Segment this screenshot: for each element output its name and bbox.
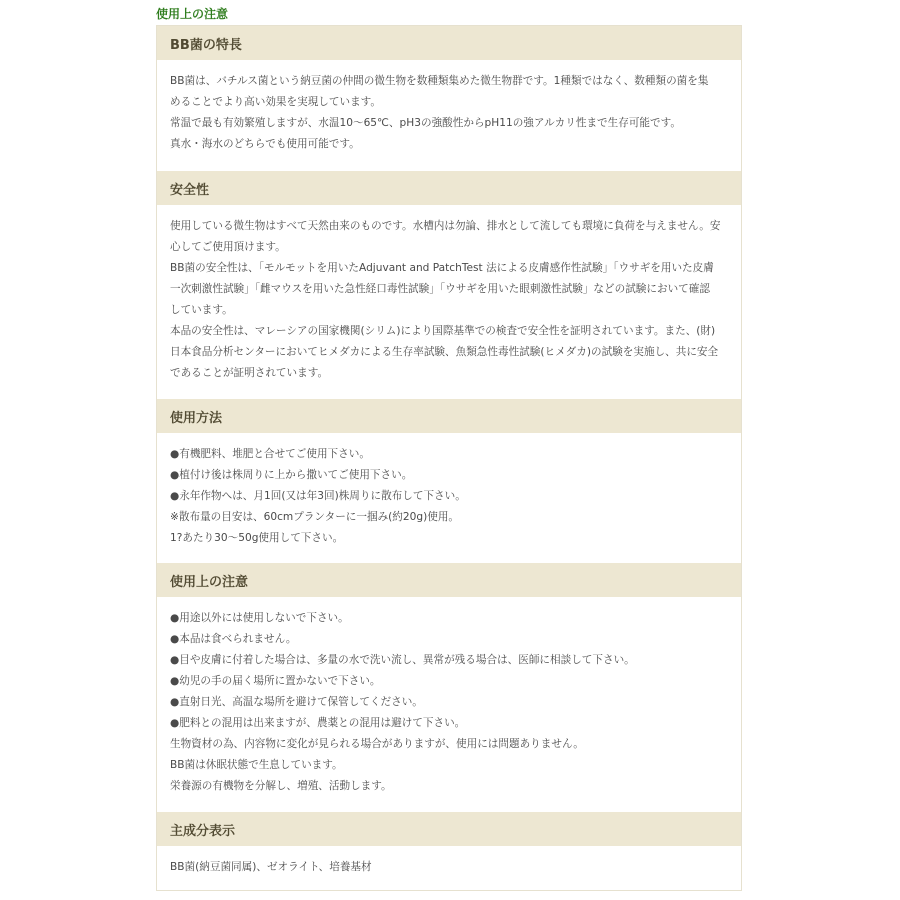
paragraph-line: ●幼児の手の届く場所に置かないで下さい。	[170, 675, 381, 687]
paragraph-line: ●用途以外には使用しないで下さい。	[170, 612, 349, 624]
section-usage	[157, 399, 741, 549]
paragraph-line: 真水・海水のどちらでも使用可能です。	[170, 138, 360, 150]
paragraph-line: 常温で最も有効繁殖しますが、水温10〜65℃、pH3の強酸性からpH11の強アルカリ性まで生存可能です。	[170, 117, 681, 129]
section-body	[157, 597, 741, 797]
section-ingredients	[157, 812, 741, 878]
paragraph-line: 一次刺激性試験」「雌マウスを用いた急性経口毒性試験」「ウサギを用いた眼刺激性試験」などの試験において確認	[170, 283, 710, 295]
paragraph-line: BB菌は、バチルス菌という納豆菌の仲間の微生物を数種類集めた微生物群です。1種類ではなく、数種類の菌を集	[170, 75, 709, 87]
paragraph-line: ●植付け後は株周りに上から撒いてご使用下さい。	[170, 469, 413, 481]
paragraph-line: ●永年作物へは、月1回(又は年3回)株周りに散布して下さい。	[170, 490, 466, 502]
paragraph-line: 生物資材の為、内容物に変化が見られる場合がありますが、使用には問題ありません。	[170, 738, 584, 750]
section-precautions	[157, 563, 741, 797]
paragraph-line: BB菌は休眠状態で生息しています。	[170, 759, 343, 771]
section-header: 使用方法	[157, 399, 741, 433]
section-features	[157, 26, 741, 155]
paragraph-line: ●直射日光、高温な場所を避けて保管してください。	[170, 696, 423, 708]
page-title: 使用上の注意	[156, 7, 229, 21]
section-body	[157, 846, 741, 878]
paragraph-line: ●本品は食べられません。	[170, 633, 297, 645]
section-header: 安全性	[157, 171, 741, 205]
paragraph-line: 1?あたり30〜50g使用して下さい。	[170, 532, 344, 544]
section-header: BB菌の特長	[157, 26, 741, 60]
section-header: 主成分表示	[157, 812, 741, 846]
paragraph-line: BB菌の安全性は、「モルモットを用いたAdjuvant and PatchTest 法による皮膚感作性試験」「ウサギを用いた皮膚	[170, 262, 714, 274]
paragraph-line: 日本食品分析センターにおいてヒメダカによる生存率試験、魚類急性毒性試験(ヒメダカ)の試験を実施し、共に安全	[170, 346, 719, 358]
section-header: 使用上の注意	[157, 563, 741, 597]
paragraph-line: 栄養源の有機物を分解し、増殖、活動します。	[170, 780, 392, 792]
paragraph-line: BB菌(納豆菌同属)、ゼオライト、培養基材	[170, 861, 372, 873]
paragraph-line: 使用している微生物はすべて天然由来のものです。水槽内は勿論、排水として流しても環境に負荷を与えません。安	[170, 220, 721, 232]
section-body	[157, 60, 741, 155]
section-safety	[157, 171, 741, 384]
paragraph-line: めることでより高い効果を実現しています。	[170, 96, 382, 108]
paragraph-line: 心してご使用頂けます。	[170, 241, 286, 253]
info-panel	[156, 25, 742, 891]
paragraph-line: ●肥料との混用は出来ますが、農薬との混用は避けて下さい。	[170, 717, 466, 729]
paragraph-line: ●有機肥料、堆肥と合せてご使用下さい。	[170, 448, 370, 460]
paragraph-line: ※散布量の目安は、60cmプランターに一掴み(約20g)使用。	[170, 511, 460, 523]
paragraph-line: であることが証明されています。	[170, 367, 329, 379]
section-body	[157, 433, 741, 549]
section-body	[157, 205, 741, 384]
paragraph-line: ●目や皮膚に付着した場合は、多量の水で洗い流し、異常が残る場合は、医師に相談して下さい。	[170, 654, 635, 666]
paragraph-line: しています。	[170, 304, 233, 316]
paragraph-line: 本品の安全性は、マレーシアの国家機関(シリム)により国際基準での検査で安全性を証明されています。また、(財)	[170, 325, 716, 337]
